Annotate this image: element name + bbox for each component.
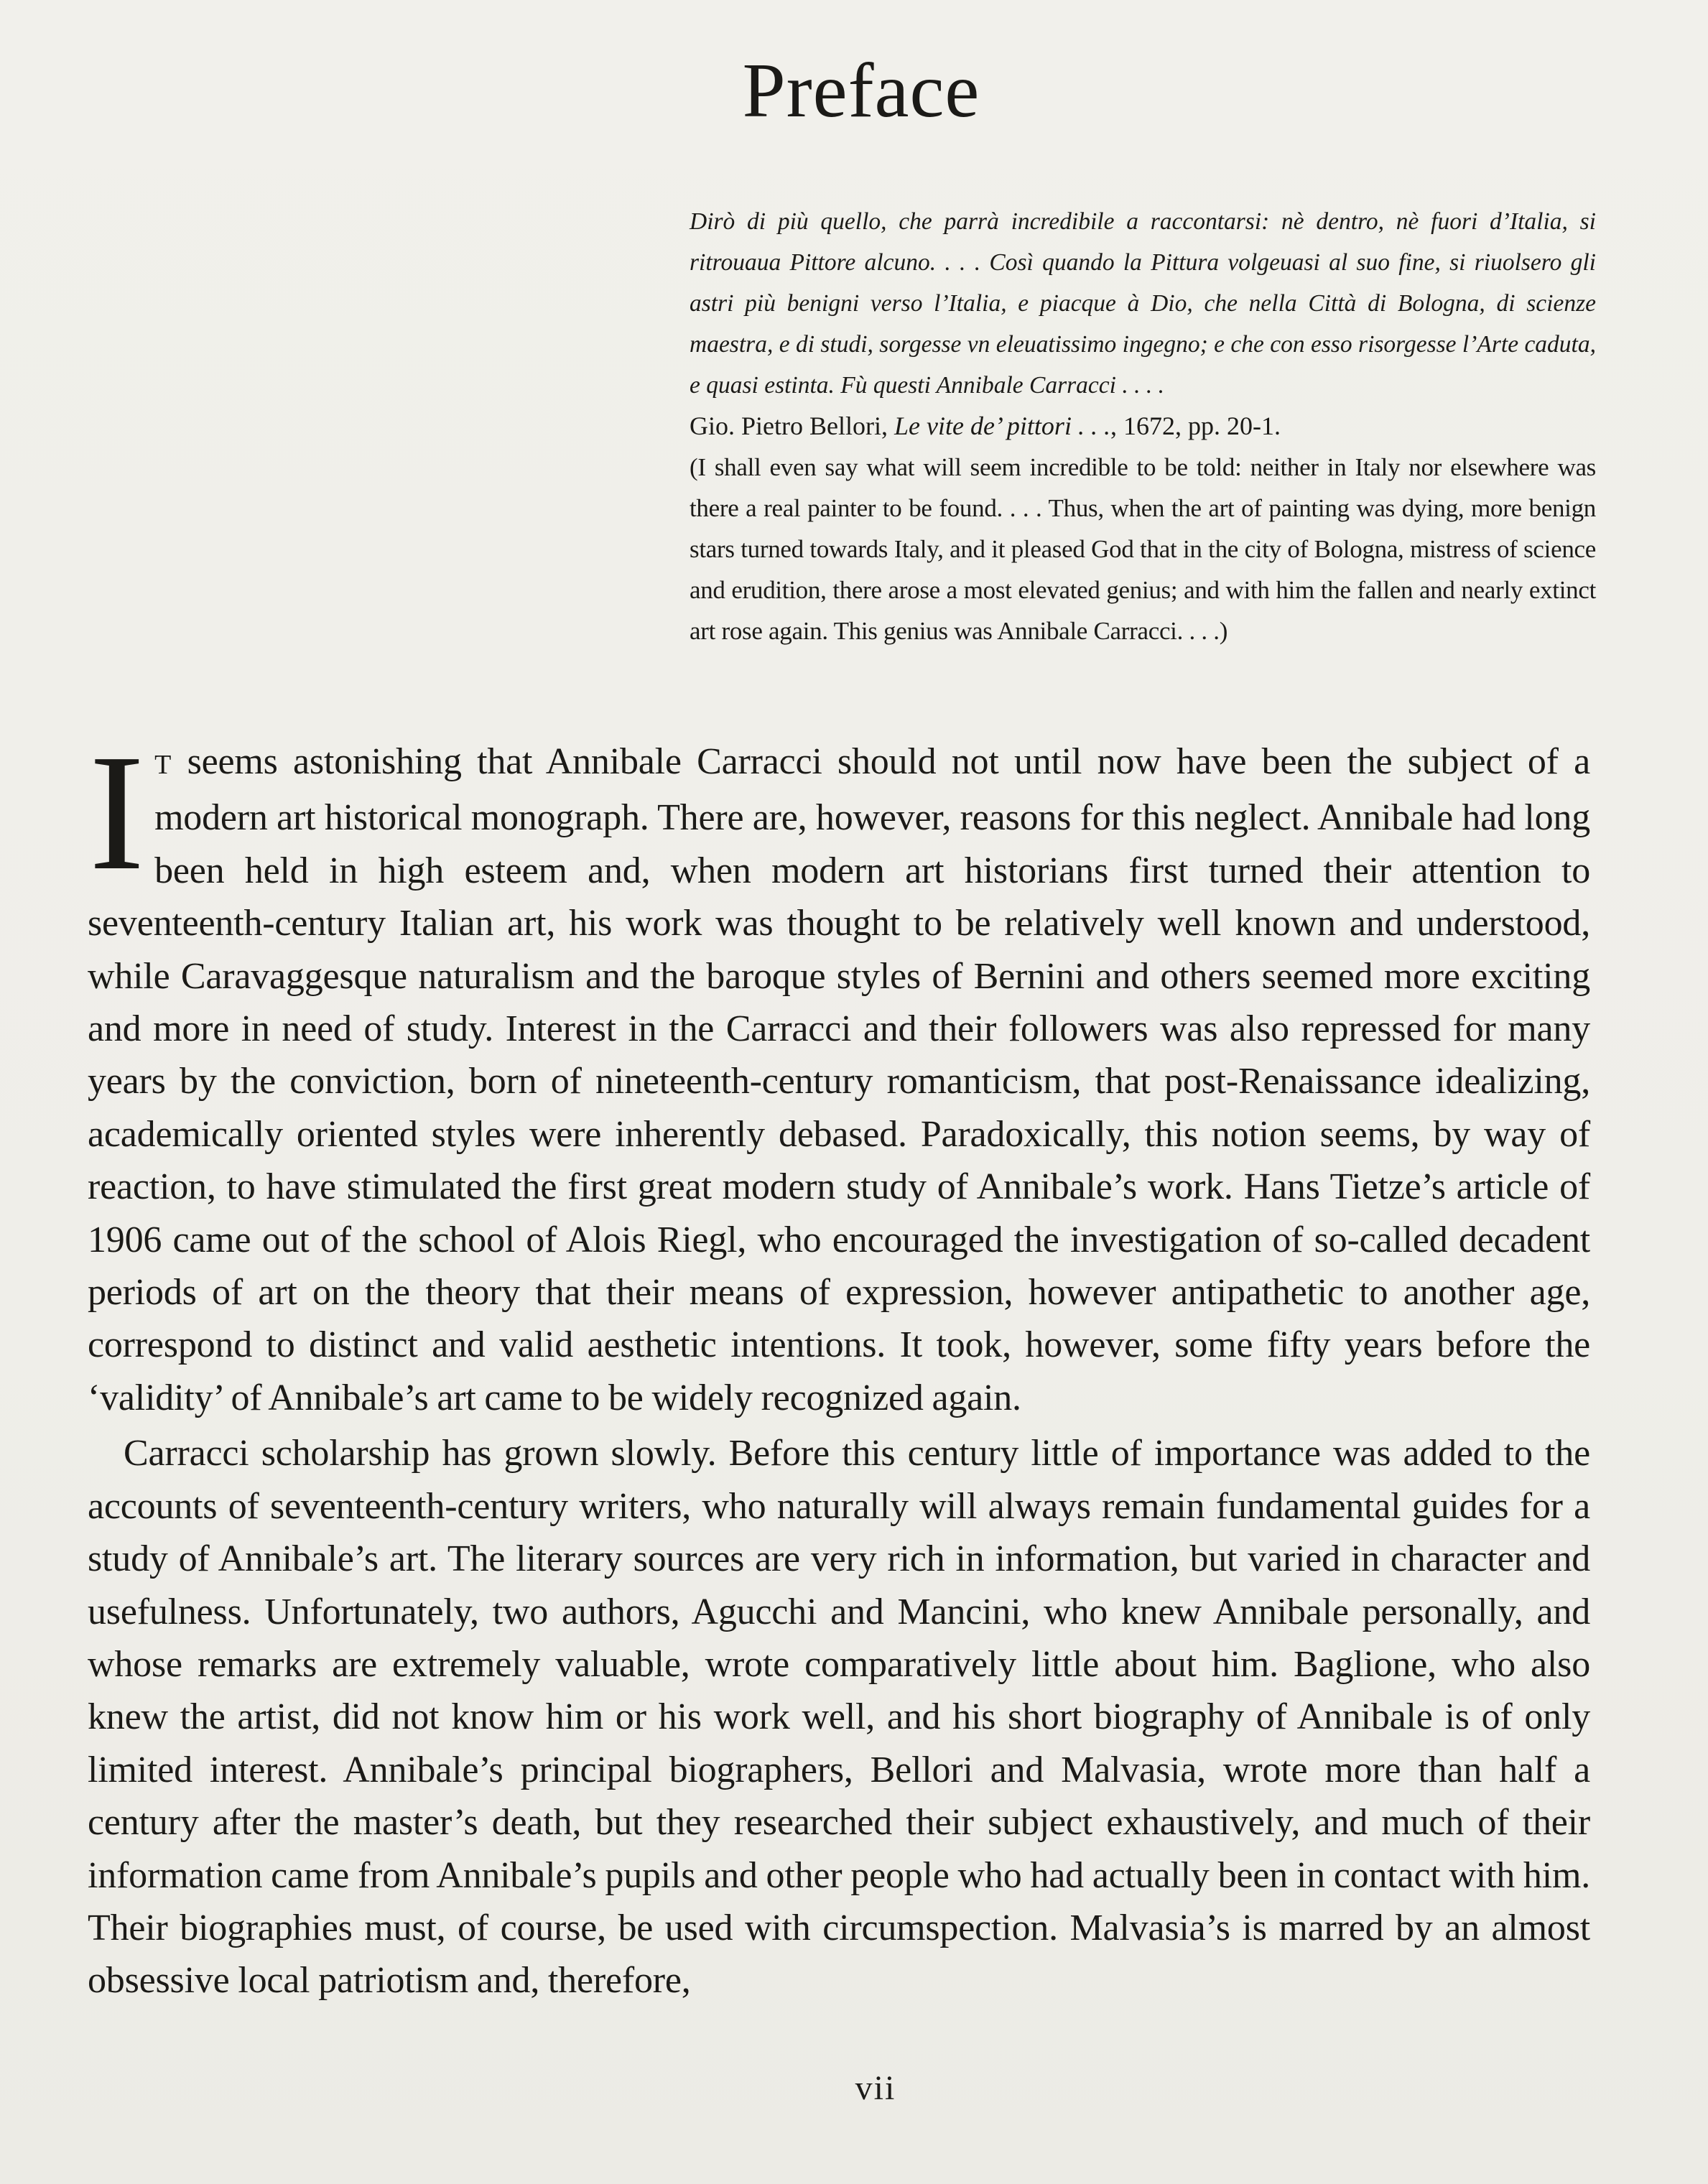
page-title: Preface <box>742 48 980 134</box>
citation-book-title: Le vite de’ pittori . . . <box>894 412 1110 440</box>
epigraph-translation: (I shall even say what will seem incredible to be told: neither in Italy nor elsewhere was there a real painter to be found. . . . Thus, when the art of painting was dying, more benign stars turned towards Italy, and it pleased God that in the city of Bologna, mistress of science and erudition, there arose a most elevated genius; and with him the fallen and nearly extinct art rose again. This genius was Annibale Carracci. . . .) <box>690 453 1596 645</box>
paragraph-1 <box>88 720 1590 1424</box>
epigraph-citation <box>690 406 1596 447</box>
small-cap-letter: T <box>154 750 172 780</box>
paragraph-1-text: seems astonishing that Annibale Carracci should not until now have been the subject of a modern art historical monograph. There are, however, reasons for this neglect. Annibale had long been held in high esteem and, when modern art historians first turned their attention to seventeenth-century Italian art, his work was thought to be relatively well known and understood, while Caravaggesque naturalism and the baroque styles of Bernini and others seemed more exciting and more in need of study. Interest in the Carracci and their followers was also repressed for many years by the conviction, born of nineteenth-century romanticism, that post-Renaissance idealizing, academically oriented styles were inherently debased. Paradoxically, this notion seems, by way of reaction, to have stimulated the first great modern study of Annibale’s work. Hans Tietze’s article of 1906 came out of the school of Alois Riegl, who encouraged the investigation of so-called decadent periods of art on the theory that their means of expression, however antipathetic to another age, correspond to distinct and valid aesthetic intentions. It took, however, some fifty years before the ‘validity’ of Annibale’s art came to be widely recognized again. <box>88 741 1590 1418</box>
page-number: vii <box>855 2069 896 2107</box>
paragraph-2: Carracci scholarship has grown slowly. Before this century little of importance was added to the accounts of seventeenth-century writers, who naturally will always remain fundamental guides for a study of Annibale’s art. The literary sources are very rich in information, but varied in character and usefulness. Unfortunately, two authors, Agucchi and Mancini, who knew Annibale personally, and whose remarks are extremely valuable, wrote comparatively little about him. Baglione, who also knew the artist, did not know him or his work well, and his short biography of Annibale is of only limited interest. Annibale’s principal biographers, Bellori and Malvasia, wrote more than half a century after the master’s death, but they researched their subject exhaustively, and much of their information came from Annibale’s pupils and other people who had actually been in contact with him. Their biographies must, of course, be used with circumspection. Malvasia’s is marred by an almost obsessive local patriotism and, therefore, <box>88 1433 1590 2002</box>
preface-body <box>88 720 1590 2007</box>
epigraph-italian-quote: Dirò di più quello, che parrà incredibile a raccontarsi: nè dentro, nè fuori d’Italia, si ritrouaua Pittore alcuno. . . . Così quando la Pittura volgeuasi al suo fine, si riuolsero gli astri più benigni verso l’Italia, e piacque à Dio, che nella Città di Bologna, di scienze maestra, e di studi, sorgesse vn eleuatissimo ingegno; e che con esso risorgesse l’Arte caduta, e quasi estinta. Fù questi Annibale Carracci . . . . <box>690 208 1596 399</box>
citation-details: , 1672, pp. 20-1. <box>1110 412 1281 440</box>
citation-author: Gio. Pietro Bellori, <box>690 412 888 440</box>
epigraph <box>690 201 1596 651</box>
drop-cap: I <box>89 720 145 905</box>
